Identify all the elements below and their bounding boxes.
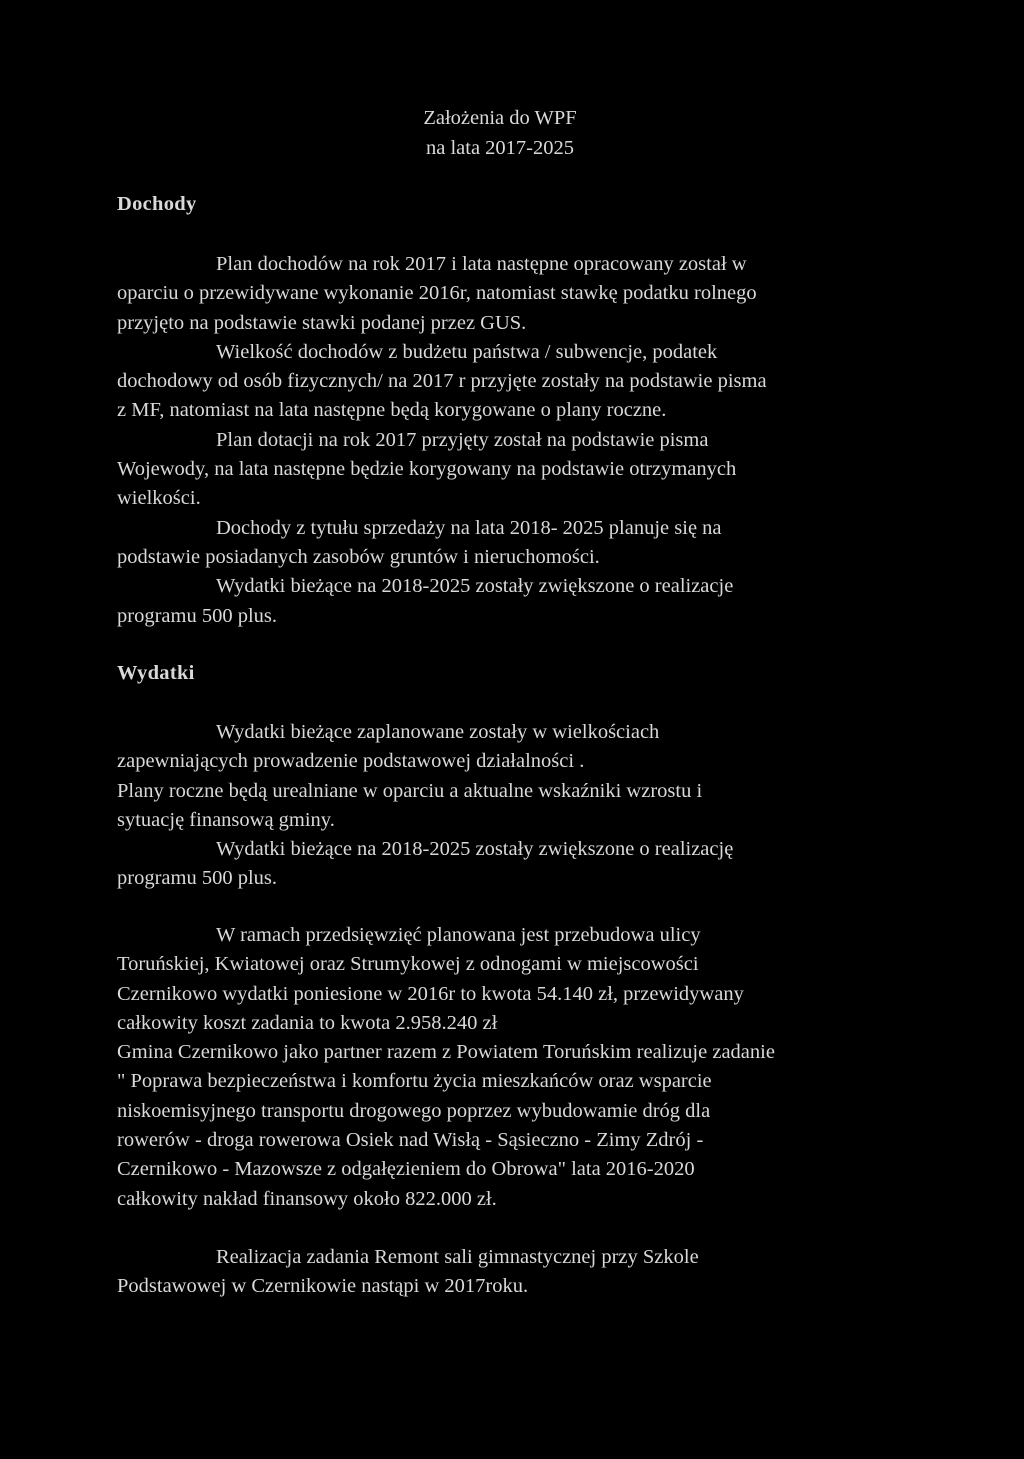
inwestycje-line: całkowity koszt zadania to kwota 2.958.240 zł xyxy=(117,1011,498,1034)
document-title xyxy=(0,103,1000,163)
remont-line: Podstawowej w Czernikowie nastąpi w 2017roku. xyxy=(117,1275,529,1298)
dochody-line: oparciu o przewidywane wykonanie 2016r, natomiast stawkę podatku rolnego xyxy=(117,282,757,305)
inwestycje-line: Czernikowo - Mazowsze z odgałęzieniem do Obrowa" lata 2016-2020 xyxy=(117,1158,695,1181)
title-line-1: Założenia do WPF xyxy=(423,107,577,129)
inwestycje-line: W ramach przedsięwzięć planowana jest przebudowa ulicy xyxy=(216,924,701,946)
dochody-line: Wielkość dochodów z budżetu państwa / subwencje, podatek xyxy=(216,340,718,363)
dochody-line: dochodowy od osób fizycznych/ na 2017 r przyjęte zostały na podstawie pisma xyxy=(117,370,767,393)
remont-line: Realizacja zadania Remont sali gimnastycznej przy Szkole xyxy=(216,1246,699,1268)
wydatki-line: Wydatki bieżące zaplanowane zostały w wielkościach xyxy=(216,721,660,743)
inwestycje-line: Toruńskiej, Kwiatowej oraz Strumykowej z odnogami w miejscowości xyxy=(117,953,699,976)
title-line-2: na lata 2017-2025 xyxy=(425,137,574,159)
inwestycje-line: niskoemisyjnego transportu drogowego poprzez wybudowamie dróg dla xyxy=(117,1099,711,1122)
wydatki-line: zapewniających prowadzenie podstawowej działalności . xyxy=(117,750,585,773)
dochody-text xyxy=(117,250,917,631)
wydatki-line: Plany roczne będą urealniane w oparciu a aktualne wskaźniki wzrostu i xyxy=(117,779,703,802)
dochody-line: Wojewody, na lata następne będzie korygowany na podstawie otrzymanych xyxy=(117,458,737,481)
wydatki-heading: Wydatki xyxy=(117,662,195,684)
dochody-line: podstawie posiadanych zasobów gruntów i nieruchomości. xyxy=(117,545,600,568)
dochody-line: Wydatki bieżące na 2018-2025 zostały zwiększone o realizacje xyxy=(216,575,734,598)
dochody-heading: Dochody xyxy=(117,193,197,215)
wydatki-line: Wydatki bieżące na 2018-2025 zostały zwiększone o realizację xyxy=(216,838,734,861)
dochody-line: przyjęto na podstawie stawki podanej przez GUS. xyxy=(117,311,527,334)
dochody-line: wielkości. xyxy=(117,487,201,510)
inwestycje-line: całkowity nakład finansowy około 822.000 zł. xyxy=(117,1187,497,1210)
inwestycje-line: " Poprawa bezpieczeństwa i komfortu życia mieszkańców oraz wsparcie xyxy=(117,1070,712,1093)
wydatki-line: sytuację finansową gminy. xyxy=(117,808,335,831)
dochody-line: Plan dotacji na rok 2017 przyjęty został na podstawie pisma xyxy=(216,428,709,451)
wydatki-line: programu 500 plus. xyxy=(117,867,277,890)
inwestycje-line: rowerów - droga rowerowa Osiek nad Wisłą - Sąsieczno - Zimy Zdrój - xyxy=(117,1129,704,1152)
dochody-line: Dochody z tytułu sprzedaży na lata 2018- 2025 planuje się na xyxy=(216,516,722,539)
remont-text xyxy=(117,1243,917,1302)
inwestycje-line: Czernikowo wydatki poniesione w 2016r to kwota 54.140 zł, przewidywany xyxy=(117,982,744,1005)
inwestycje-line: Gmina Czernikowo jako partner razem z Powiatem Toruńskim realizuje zadanie xyxy=(117,1041,775,1064)
inwestycje-text xyxy=(117,921,917,1214)
dochody-line: programu 500 plus. xyxy=(117,604,277,627)
dochody-line: z MF, natomiast na lata następne będą korygowane o plany roczne. xyxy=(117,399,667,422)
dochody-line: Plan dochodów na rok 2017 i lata następne opracowany został w xyxy=(216,253,747,275)
wydatki-text xyxy=(117,718,917,894)
